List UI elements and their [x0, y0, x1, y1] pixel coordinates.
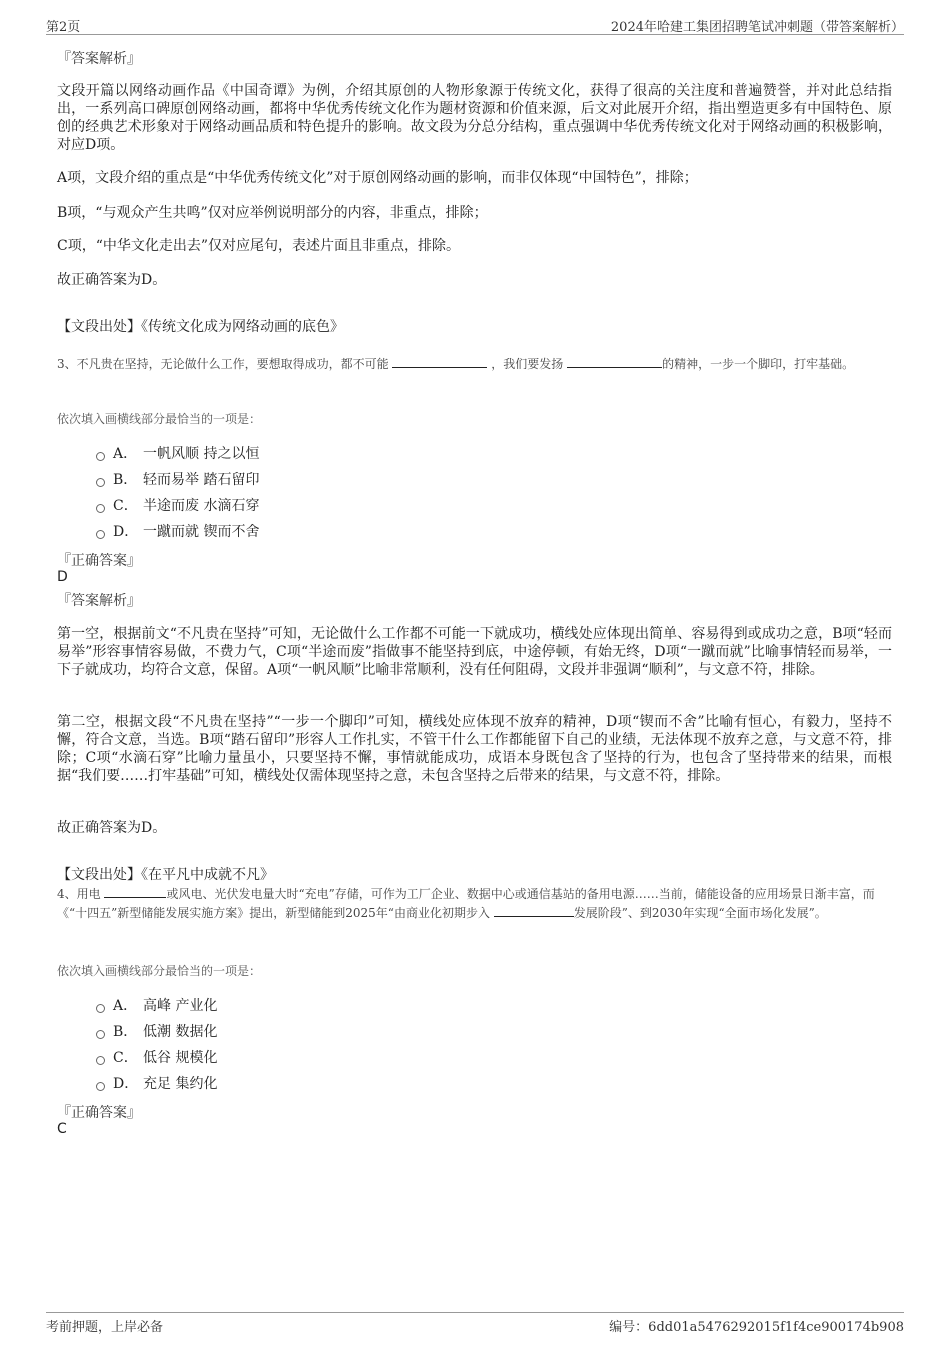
q3-instruction: 依次填入画横线部分最恰当的一项是： [57, 412, 262, 426]
q3-option-c[interactable]: C． 半途而废 水滴石穿 [96, 492, 259, 518]
radio-icon[interactable] [96, 1082, 105, 1091]
page-header [46, 14, 904, 35]
q3-option-d[interactable]: D． 一蹴而就 锲而不舍 [96, 518, 259, 544]
q4-correct-title: 『正确答案』 [57, 1105, 141, 1121]
q3-options [96, 440, 259, 544]
radio-icon[interactable] [96, 1004, 105, 1013]
q4-option-a[interactable]: A． 高峰 产业化 [96, 992, 217, 1018]
radio-icon[interactable] [96, 1056, 105, 1065]
q4-option-b[interactable]: B． 低潮 数据化 [96, 1018, 217, 1044]
q4-instruction: 依次填入画横线部分最恰当的一项是： [57, 964, 262, 978]
radio-icon[interactable] [96, 1030, 105, 1039]
document-title: 2024年哈建工集团招聘笔试冲刺题（带答案解析） [610, 20, 904, 35]
q4-blank-1 [104, 885, 166, 898]
radio-icon[interactable] [96, 530, 105, 539]
q2-source: 【文段出处】《传统文化成为网络动画的底色》 [57, 319, 344, 335]
q3-option-b[interactable]: B． 轻而易举 踏石留印 [96, 466, 259, 492]
q3-question-text: 3、不凡贵在坚持，无论做什么工作，要想取得成功，都不可能 ，我们要发扬 的精神，一步一个脚印，打牢基础。 [57, 357, 855, 371]
q3-analysis-title: 『答案解析』 [57, 593, 141, 609]
document-code: 编号：6dd01a5476292015f1f4ce900174b908 [609, 1320, 904, 1335]
q2-analysis-option-a: A项，文段介绍的重点是“中华优秀传统文化”对于原创网络动画的影响，而非仅体现“中国特色”，排除； [57, 170, 698, 186]
page-number: 第2页 [46, 20, 81, 35]
radio-icon[interactable] [96, 452, 105, 461]
q3-analysis-paragraph-2: 第二空，根据文段“不凡贵在坚持”“一步一个脚印”可知，横线处应体现不放弃的精神，D项“锲而不舍”比喻有恒心，有毅力，坚持不懈，符合文意，当选。B项“踏石留印”形容人工作扎实，不管干什么工作都能留下自己的业绩，无法体现不放弃之意，与文意不符，排除；C项“水滴石穿”比喻力量虽小，只要坚持不懈，事情就能成功，成语本身既包含了坚持的行为，也包含了坚持带来的结果，而根据“我们要……打牢基础”可知，横线处仅需体现坚持之意，未包含坚持之后带来的结果，与文意不符，排除。 [57, 714, 892, 784]
footer-slogan: 考前押题，上岸必备 [46, 1320, 164, 1335]
q3-correct-title: 『正确答案』 [57, 553, 141, 569]
q4-correct-answer: C [57, 1121, 67, 1137]
q2-analysis-option-b: B项，“与观众产生共鸣”仅对应举例说明部分的内容，非重点，排除； [57, 205, 488, 221]
q3-source: 【文段出处】《在平凡中成就不凡》 [57, 867, 274, 883]
q2-analysis-paragraph: 文段开篇以网络动画作品《中国奇谭》为例，介绍其原创的人物形象源于传统文化，获得了很高的关注度和普遍赞誉，并对此总结指出，一系列高口碑原创网络动画，都将中华优秀传统文化作为题材资源和价值来源，后文对此展开介绍，指出塑造更多有中国特色、原创的经典艺术形象对于网络动画品质和特色提升的影响。故文段为分总分结构，重点强调中华优秀传统文化对于网络动画的积极影响，对应D项。 [57, 83, 892, 153]
q4-option-d[interactable]: D． 充足 集约化 [96, 1070, 217, 1096]
q2-analysis-title: 『答案解析』 [57, 51, 141, 67]
q3-correct-answer: D [57, 569, 68, 585]
q3-blank-1 [392, 355, 487, 368]
q3-option-a[interactable]: A． 一帆风顺 持之以恒 [96, 440, 259, 466]
q4-question-text: 4、用电 或风电、光伏发电量大时“充电”存储，可作为工厂企业、数据中心或通信基站的备用电源……当前，储能设备的应用场景日渐丰富，而《“十四五”新型储能发展实施方案》提出，新型储能到2025年“由商业化初期步入 发展阶段”、到2030年实现“全面市场化发展”。 [57, 887, 875, 920]
q2-analysis-option-c: C项，“中华文化走出去”仅对应尾句，表述片面且非重点，排除。 [57, 238, 461, 254]
q4-options [96, 992, 217, 1096]
radio-icon[interactable] [96, 478, 105, 487]
page-footer [46, 1312, 904, 1337]
q2-conclusion: 故正确答案为D。 [57, 272, 167, 288]
q3-conclusion: 故正确答案为D。 [57, 820, 167, 836]
q3-blank-2 [567, 355, 662, 368]
radio-icon[interactable] [96, 504, 105, 513]
q3-analysis-paragraph-1: 第一空，根据前文“不凡贵在坚持”可知，无论做什么工作都不可能一下就成功，横线处应体现出简单、容易得到或成功之意，B项“轻而易举”形容事情容易做，不费力气，C项“半途而废”指做事不能坚持到底，中途停顿，有始无终，D项“一蹴而就”比喻事情轻而易举，一下子就成功，均符合文意，保留。A项“一帆风顺”比喻非常顺利，没有任何阻碍，文段并非强调“顺利”，与文意不符，排除。 [57, 626, 892, 678]
q4-blank-2 [494, 904, 574, 917]
q4-option-c[interactable]: C． 低谷 规模化 [96, 1044, 217, 1070]
